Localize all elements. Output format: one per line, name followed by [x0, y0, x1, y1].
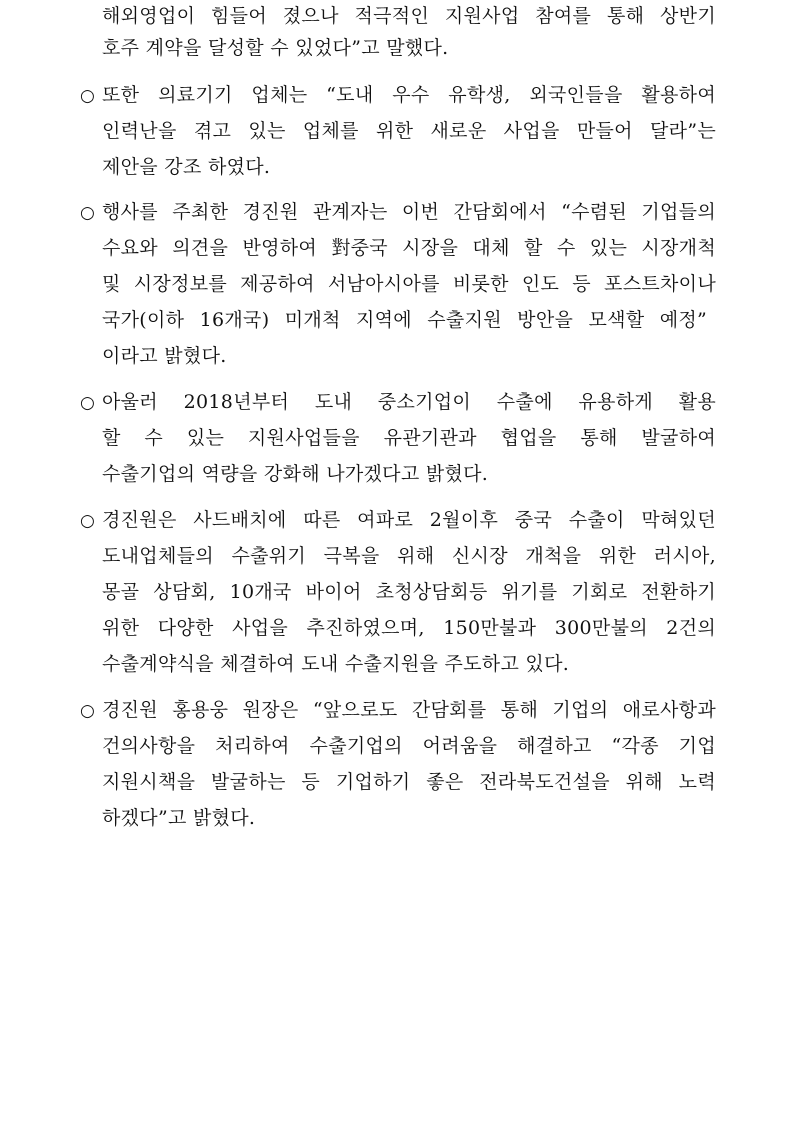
bullet-icon: ○	[80, 511, 95, 531]
text-line: 경진원은 사드배치에 따른 여파로 2월이후 중국 수출이 막혀있던	[102, 509, 716, 531]
text-line: 또한 의료기기 업체는 “도내 우수 유학생, 외국인들을 활용하여	[102, 84, 716, 106]
text-line: 경진원 홍용웅 원장은 “앞으로도 간담회를 통해 기업의 애로사항과	[102, 699, 716, 721]
bullet-icon: ○	[80, 701, 95, 721]
text-line: 및 시장정보를 제공하여 서남아시아를 비롯한 인도 등 포스트차이나	[102, 273, 716, 295]
text-line: 위한 다양한 사업을 추진하였으며, 150만불과 300만불의 2건의	[102, 617, 716, 639]
text-line: 수출기업의 역량을 강화해 나가겠다고 밝혔다.	[102, 463, 489, 485]
text-line: 건의사항을 처리하여 수출기업의 어려움을 해결하고 “각종 기업	[102, 735, 716, 757]
text-line: 행사를 주최한 경진원 관계자는 이번 간담회에서 “수렴된 기업들의	[102, 201, 716, 223]
text-line: 수출계약식을 체결하여 도내 수출지원을 주도하고 있다.	[102, 653, 570, 675]
text-line: 호주 계약을 달성할 수 있었다”고 말했다.	[102, 37, 449, 59]
text-line: 이라고 밝혔다.	[102, 345, 227, 367]
text-line: 아울러 2018년부터 도내 중소기업이 수출에 유용하게 활용	[102, 391, 716, 413]
text-line: 제안을 강조 하였다.	[102, 156, 271, 178]
bullet-icon: ○	[80, 203, 95, 223]
text-line: 할 수 있는 지원사업들을 유관기관과 협업을 통해 발굴하여	[102, 427, 716, 449]
text-line: 해외영업이 힘들어 졌으나 적극적인 지원사업 참여를 통해 상반기	[102, 5, 716, 27]
text-line: 도내업체들의 수출위기 극복을 위해 신시장 개척을 위한 러시아,	[102, 545, 716, 567]
text-line: 지원시책을 발굴하는 등 기업하기 좋은 전라북도건설을 위해 노력	[102, 771, 716, 793]
text-line: 몽골 상담회, 10개국 바이어 초청상담회등 위기를 기회로 전환하기	[102, 581, 716, 603]
text-line: 인력난을 겪고 있는 업체를 위한 새로운 사업을 만들어 달라”는	[102, 120, 716, 142]
text-line: 수요와 의견을 반영하여 對중국 시장을 대체 할 수 있는 시장개척	[102, 237, 716, 259]
text-line: 하겠다”고 밝혔다.	[102, 807, 256, 829]
text-line: 국가(이하 16개국) 미개척 지역에 수출지원 방안을 모색할 예정”	[102, 309, 708, 331]
bullet-icon: ○	[80, 86, 95, 106]
bullet-icon: ○	[80, 393, 95, 413]
